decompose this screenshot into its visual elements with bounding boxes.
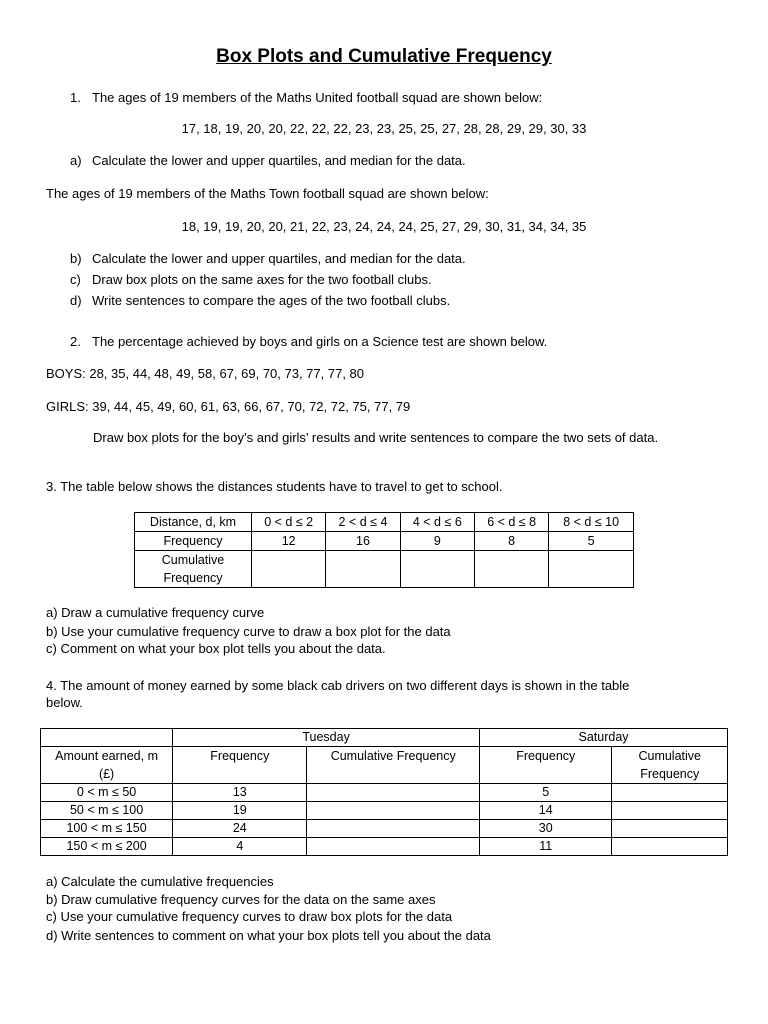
saturday-frequency-cell: 5 <box>480 784 612 802</box>
q2-boys: BOYS: 28, 35, 44, 48, 49, 58, 67, 69, 70, 73, 77, 77, 80 <box>46 366 365 381</box>
saturday-header: Saturday <box>480 729 728 747</box>
saturday-cumulative-cell[interactable] <box>612 784 728 802</box>
saturday-cumulative-cell[interactable] <box>612 838 728 856</box>
table-row <box>41 820 728 838</box>
tuesday-frequency-cell: 24 <box>173 820 307 838</box>
amount-range-cell: 100 < m ≤ 150 <box>41 820 173 838</box>
q4-part-b: b) Draw cumulative frequency curves for the data on the same axes <box>46 892 436 907</box>
tuesday-cumulative-cell[interactable] <box>307 820 480 838</box>
q4-intro-line2: below. <box>46 695 83 710</box>
table-row <box>41 838 728 856</box>
table-row <box>41 784 728 802</box>
cumulative-cell[interactable] <box>474 551 548 588</box>
saturday-cumulative-cell[interactable] <box>612 820 728 838</box>
cumulative-cell[interactable] <box>252 551 326 588</box>
saturday-frequency-cell: 14 <box>480 802 612 820</box>
cumulative-frequency-header: Cumulative Frequency <box>135 551 252 588</box>
interval-cell: 2 < d ≤ 4 <box>326 513 400 532</box>
cab-earnings-table <box>40 728 728 856</box>
cumulative-cell[interactable] <box>549 551 634 588</box>
tuesday-frequency-cell: 13 <box>173 784 307 802</box>
q1-part-a: a) Calculate the lower and upper quartiles, and median for the data. <box>70 153 466 168</box>
q1-part-d: d) Write sentences to compare the ages of the two football clubs. <box>70 293 451 308</box>
page-title: Box Plots and Cumulative Frequency <box>216 46 552 67</box>
q1-town-intro: The ages of 19 members of the Maths Town football squad are shown below: <box>46 186 489 201</box>
frequency-cell: 9 <box>400 532 474 551</box>
tuesday-frequency-header: Frequency <box>173 747 307 784</box>
distance-table <box>134 512 634 588</box>
tuesday-frequency-cell: 19 <box>173 802 307 820</box>
q4-part-a: a) Calculate the cumulative frequencies <box>46 874 274 889</box>
q1-part-b: b) Calculate the lower and upper quartiles, and median for the data. <box>70 251 466 266</box>
q2-intro: 2. The percentage achieved by boys and girls on a Science test are shown below. <box>70 334 548 349</box>
q3-intro: 3. The table below shows the distances students have to travel to get to school. <box>46 479 503 494</box>
tuesday-cumulative-header: Cumulative Frequency <box>307 747 480 784</box>
interval-cell: 0 < d ≤ 2 <box>252 513 326 532</box>
saturday-cumulative-cell[interactable] <box>612 802 728 820</box>
distance-header: Distance, d, km <box>135 513 252 532</box>
frequency-cell: 16 <box>326 532 400 551</box>
q3-part-b: b) Use your cumulative frequency curve to draw a box plot for the data <box>46 624 451 639</box>
saturday-frequency-header: Frequency <box>480 747 612 784</box>
cumulative-cell[interactable] <box>326 551 400 588</box>
saturday-frequency-cell: 11 <box>480 838 612 856</box>
q1-intro: 1. The ages of 19 members of the Maths United football squad are shown below: <box>70 90 543 105</box>
frequency-cell: 8 <box>474 532 548 551</box>
tuesday-cumulative-cell[interactable] <box>307 784 480 802</box>
tuesday-cumulative-cell[interactable] <box>307 802 480 820</box>
cumulative-cell[interactable] <box>400 551 474 588</box>
interval-cell: 6 < d ≤ 8 <box>474 513 548 532</box>
amount-range-cell: 150 < m ≤ 200 <box>41 838 173 856</box>
frequency-header: Frequency <box>135 532 252 551</box>
q4-part-d: d) Write sentences to comment on what your box plots tell you about the data <box>46 928 491 943</box>
q3-part-c: c) Comment on what your box plot tells you about the data. <box>46 641 386 656</box>
q4-intro-line1: 4. The amount of money earned by some black cab drivers on two different days is shown in the table <box>46 678 630 693</box>
amount-header: Amount earned, m (£) <box>41 747 173 784</box>
saturday-cumulative-header: Cumulative Frequency <box>612 747 728 784</box>
blank-corner <box>41 729 173 747</box>
interval-cell: 8 < d ≤ 10 <box>549 513 634 532</box>
tuesday-frequency-cell: 4 <box>173 838 307 856</box>
q4-part-c: c) Use your cumulative frequency curves to draw box plots for the data <box>46 909 453 924</box>
interval-cell: 4 < d ≤ 6 <box>400 513 474 532</box>
tuesday-cumulative-cell[interactable] <box>307 838 480 856</box>
table-row <box>41 802 728 820</box>
saturday-frequency-cell: 30 <box>480 820 612 838</box>
amount-range-cell: 50 < m ≤ 100 <box>41 802 173 820</box>
tuesday-header: Tuesday <box>173 729 480 747</box>
frequency-cell: 5 <box>549 532 634 551</box>
q2-instruction: Draw box plots for the boy’s and girls’ results and write sentences to compare the two sets of data. <box>93 430 659 445</box>
q1-part-c: c) Draw box plots on the same axes for the two football clubs. <box>70 272 432 287</box>
frequency-cell: 12 <box>252 532 326 551</box>
q2-girls: GIRLS: 39, 44, 45, 49, 60, 61, 63, 66, 67, 70, 72, 72, 75, 77, 79 <box>46 399 411 414</box>
q1-united-ages: 17, 18, 19, 20, 20, 22, 22, 22, 23, 23, 25, 25, 27, 28, 28, 29, 29, 30, 33 <box>181 121 587 136</box>
amount-range-cell: 0 < m ≤ 50 <box>41 784 173 802</box>
q3-part-a: a) Draw a cumulative frequency curve <box>46 605 265 620</box>
q1-town-ages: 18, 19, 19, 20, 20, 21, 22, 23, 24, 24, 24, 25, 27, 29, 30, 31, 34, 34, 35 <box>181 219 587 234</box>
